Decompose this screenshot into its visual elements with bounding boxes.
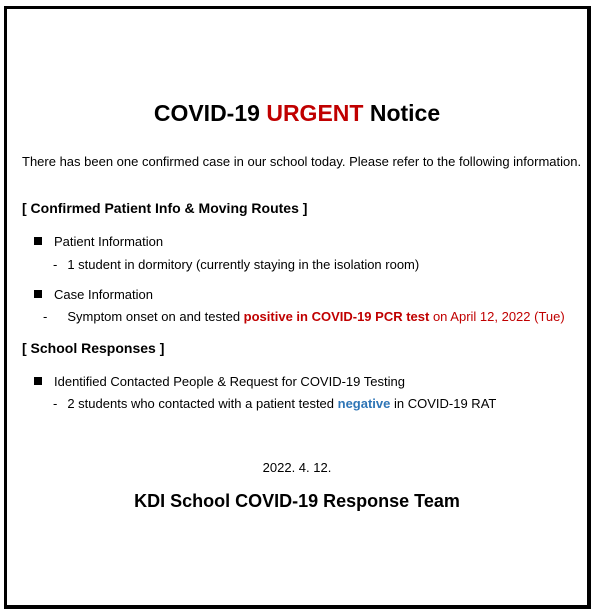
signature-team: KDI School COVID-19 Response Team (134, 491, 460, 511)
title-prefix: COVID-19 (153, 100, 267, 126)
detail-text-suffix: on April 12, 2022 (Tue) (429, 309, 565, 324)
notice-date: 2022. 4. 12. (262, 460, 332, 475)
detail-text-highlight: positive in COVID-19 PCR test (243, 309, 430, 324)
detail-contacted-people (53, 396, 496, 411)
detail-case-information (43, 309, 565, 324)
bullet-square-icon (34, 290, 42, 298)
detail-patient-information (53, 257, 419, 272)
bullet-patient-information (34, 234, 163, 249)
title-urgent: URGENT (266, 100, 364, 126)
bullet-contacted-people (34, 374, 405, 389)
notice-frame (4, 6, 591, 609)
intro-text: There has been one confirmed case in our school today. Please refer to the following information. (22, 154, 582, 169)
bullet-square-icon (34, 377, 42, 385)
notice-title (7, 100, 587, 127)
dash-marker: - (43, 309, 48, 324)
section-heading-patient-info: [ Confirmed Patient Info & Moving Routes ] (22, 200, 308, 216)
bullet-label: Identified Contacted People & Request for COVID-19 Testing (54, 374, 405, 389)
detail-text-prefix: 2 students who contacted with a patient tested (67, 396, 338, 411)
dash-marker: - (53, 257, 58, 272)
title-suffix: Notice (363, 100, 441, 126)
bullet-square-icon (34, 237, 42, 245)
detail-text-prefix: Symptom onset on and tested (67, 309, 244, 324)
detail-text-suffix: in COVID-19 RAT (390, 396, 497, 411)
section-heading-school-responses: [ School Responses ] (22, 340, 165, 356)
bullet-label: Patient Information (54, 234, 164, 249)
detail-text-highlight: negative (337, 396, 391, 411)
bullet-case-information (34, 287, 153, 302)
dash-marker: - (53, 396, 58, 411)
detail-text: 1 student in dormitory (currently staying in the isolation room) (67, 257, 420, 272)
bullet-label: Case Information (54, 287, 153, 302)
